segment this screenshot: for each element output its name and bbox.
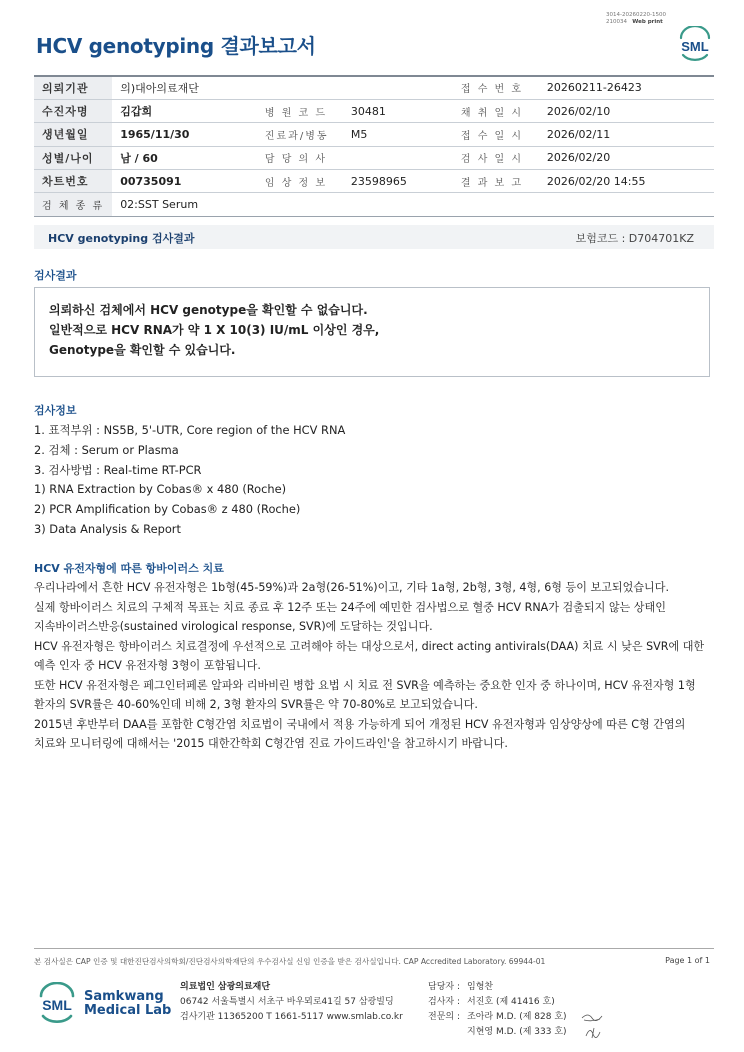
sml-logo-icon <box>36 982 78 1026</box>
label-requesting-org: 의뢰기관 <box>34 76 112 99</box>
value-result-report: 2026/02/20 14:55 <box>539 170 714 193</box>
footer-divider <box>34 948 714 949</box>
result-line: 의뢰하신 검체에서 HCV genotype을 확인할 수 없습니다. <box>49 303 368 317</box>
label-chart-number: 차트번호 <box>34 170 112 193</box>
value-test-date: 2026/02/20 <box>539 146 714 169</box>
brand-name <box>84 990 171 1018</box>
value-requesting-org: 의)대아의료재단 <box>112 76 257 99</box>
value-hospital-code: 30481 <box>343 99 453 122</box>
brand-line: Samkwang <box>84 989 164 1004</box>
info-row <box>34 76 714 99</box>
text-line: 2015년 후반부터 DAA를 포함한 C형간염 치료법이 국내에서 적용 가능하게 되어 개정된 HCV 유전자형과 임상양상에 따른 C형 간염의 <box>34 717 686 731</box>
list-item: 3) Data Analysis & Report <box>34 521 181 536</box>
staff-role: 전문의 : <box>428 1012 460 1022</box>
staff-name: 지현영 M.D. (제 333 호) <box>467 1027 567 1037</box>
value-birthdate: 1965/11/30 <box>112 123 257 146</box>
empty-cell <box>343 193 453 216</box>
text-line: 우리나라에서 흔한 HCV 유전자형은 1b형(45-59%)과 2a형(26-51%)이고, 기타 1a형, 2b형, 3형, 4형, 6형 등이 보고되었습니다. <box>34 581 669 594</box>
info-row <box>34 170 714 193</box>
text-line: 예측 인자 중 HCV 유전자형 3형이 포함됩니다. <box>34 659 261 672</box>
address-line: 06742 서울특별시 서초구 바우뫼로41길 57 삼광빌딩 <box>180 997 394 1007</box>
result-section-title: 검사결과 <box>34 269 77 282</box>
text-line: 실제 항바이러스 치료의 구체적 목표는 치료 종료 후 12주 또는 24주에 예민한 검사법으로 혈중 HCV RNA가 검출되지 않는 상태인 <box>34 600 666 614</box>
list-item: 2. 검체 : Serum or Plasma <box>34 442 179 457</box>
therapy-title: HCV 유전자형에 따른 항바이러스 치료 <box>34 562 224 575</box>
label-department: 진료과/병동 <box>257 123 343 146</box>
list-item: 1. 표적부위 : NS5B, 5'-UTR, Core region of the HCV RNA <box>34 423 346 437</box>
lab-address <box>180 980 403 1025</box>
print-id <box>606 12 666 26</box>
print-id-line2 <box>606 19 666 26</box>
result-header-bar <box>34 225 714 249</box>
value-physician <box>343 146 453 169</box>
staff-role: 검사자 : <box>428 997 460 1007</box>
label-hospital-code: 병 원 코 드 <box>257 99 343 122</box>
print-id-line1: 3014-20260220-1500 <box>606 12 666 18</box>
label-clinical-info: 임 상 정 보 <box>257 170 343 193</box>
value-department: M5 <box>343 123 453 146</box>
value-patient-name: 김갑희 <box>112 99 257 122</box>
empty-cell <box>257 76 343 99</box>
value-receipt-date: 2026/02/11 <box>539 123 714 146</box>
info-row <box>34 123 714 146</box>
info-row <box>34 193 714 216</box>
sml-logo-icon <box>676 26 714 62</box>
contact-line: 검사기관 11365200 T 1661-5117 www.smlab.co.kr <box>180 1012 403 1022</box>
value-specimen-type: 02:SST Serum <box>112 193 257 216</box>
accreditation-note: 본 검사실은 CAP 인증 및 대한진단검사의학회/진단검사의학재단의 우수검사실 신임 인증을 받은 검사실입니다. CAP Accredited Laboratory. 69944-01 <box>34 957 546 966</box>
print-code: 210034 <box>606 19 628 25</box>
empty-cell <box>257 193 343 216</box>
report-title: HCV genotyping 결과보고서 <box>36 34 316 58</box>
test-info-title: 검사정보 <box>34 404 77 417</box>
label-receipt-date: 접 수 일 시 <box>453 123 539 146</box>
brand-line: Medical Lab <box>84 1003 172 1018</box>
staff-name: 조아라 M.D. (제 828 호) <box>467 1012 567 1022</box>
empty-cell <box>343 76 453 99</box>
therapy-body <box>34 578 716 754</box>
result-box <box>34 287 710 377</box>
label-patient-name: 수진자명 <box>34 99 112 122</box>
text-line: 치료와 모니터링에 대해서는 '2015 대한간학회 C형간염 진료 가이드라인'을 참고하시기 바랍니다. <box>34 737 508 750</box>
label-sex-age: 성별/나이 <box>34 146 112 169</box>
empty-cell <box>539 193 714 216</box>
info-row <box>34 99 714 122</box>
page-number: Page 1 of 1 <box>665 956 710 965</box>
staff-role: 담당자 : <box>428 982 460 992</box>
empty-cell <box>453 193 539 216</box>
value-chart-number: 00735091 <box>112 170 257 193</box>
label-receipt-number: 접 수 번 호 <box>453 76 539 99</box>
staff-name: 임형찬 <box>467 982 494 992</box>
value-clinical-info: 23598965 <box>343 170 453 193</box>
logo-text: SML <box>681 39 709 54</box>
text-line: 지속바이러스반응(sustained virological response, SVR)에 도달하는 것입니다. <box>34 620 433 633</box>
staff-name: 서진호 (제 41416 호) <box>467 997 555 1007</box>
signature-icon <box>580 1010 610 1040</box>
staff-row <box>428 1010 567 1025</box>
list-item: 3. 검사방법 : Real-time RT-PCR <box>34 462 202 477</box>
list-item: 2) PCR Amplification by Cobas® z 480 (Roche) <box>34 502 301 517</box>
staff-row <box>428 995 567 1010</box>
label-result-report: 결 과 보 고 <box>453 170 539 193</box>
info-row <box>34 146 714 169</box>
label-physician: 담 당 의 사 <box>257 146 343 169</box>
staff-row <box>428 980 567 995</box>
patient-info-table <box>34 75 714 217</box>
label-birthdate: 생년월일 <box>34 123 112 146</box>
text-line: HCV 유전자형은 항바이러스 치료결정에 우선적으로 고려해야 하는 대상으로서, direct acting antivirals(DAA) 치료 시 낮은 SVR에 대한 <box>34 639 705 653</box>
test-info-list <box>34 421 345 540</box>
label-specimen-type: 검 체 종 류 <box>34 193 112 216</box>
staff-list <box>428 980 567 1040</box>
org-name: 의료법인 삼광의료재단 <box>180 982 271 992</box>
staff-row <box>428 1025 567 1040</box>
result-line: Genotype을 확인할 수 있습니다. <box>49 343 236 357</box>
value-sex-age: 남 / 60 <box>112 146 257 169</box>
text-line: 환자의 SVR률은 40-60%인데 비해 2, 3형 환자의 SVR률은 약 70-80%로 보고되었습니다. <box>34 698 478 711</box>
insurance-code: 보험코드 : D704701KZ <box>575 232 694 245</box>
result-line: 일반적으로 HCV RNA가 약 1 X 10(3) IU/mL 이상인 경우, <box>49 323 380 337</box>
logo-text: SML <box>42 997 72 1013</box>
text-line: 또한 HCV 유전자형은 페그인터페론 알파와 리바비린 병합 요법 시 치료 전 SVR을 예측하는 중요한 인자 중 하나이며, HCV 유전자형 1형 <box>34 678 696 692</box>
label-collection-date: 채 취 일 시 <box>453 99 539 122</box>
web-print-label: Web print <box>632 19 663 25</box>
list-item: 1) RNA Extraction by Cobas® x 480 (Roche) <box>34 482 287 497</box>
result-header-title: HCV genotyping 검사결과 <box>48 232 195 245</box>
label-test-date: 검 사 일 시 <box>453 146 539 169</box>
value-receipt-number: 20260211-26423 <box>539 76 714 99</box>
value-collection-date: 2026/02/10 <box>539 99 714 122</box>
